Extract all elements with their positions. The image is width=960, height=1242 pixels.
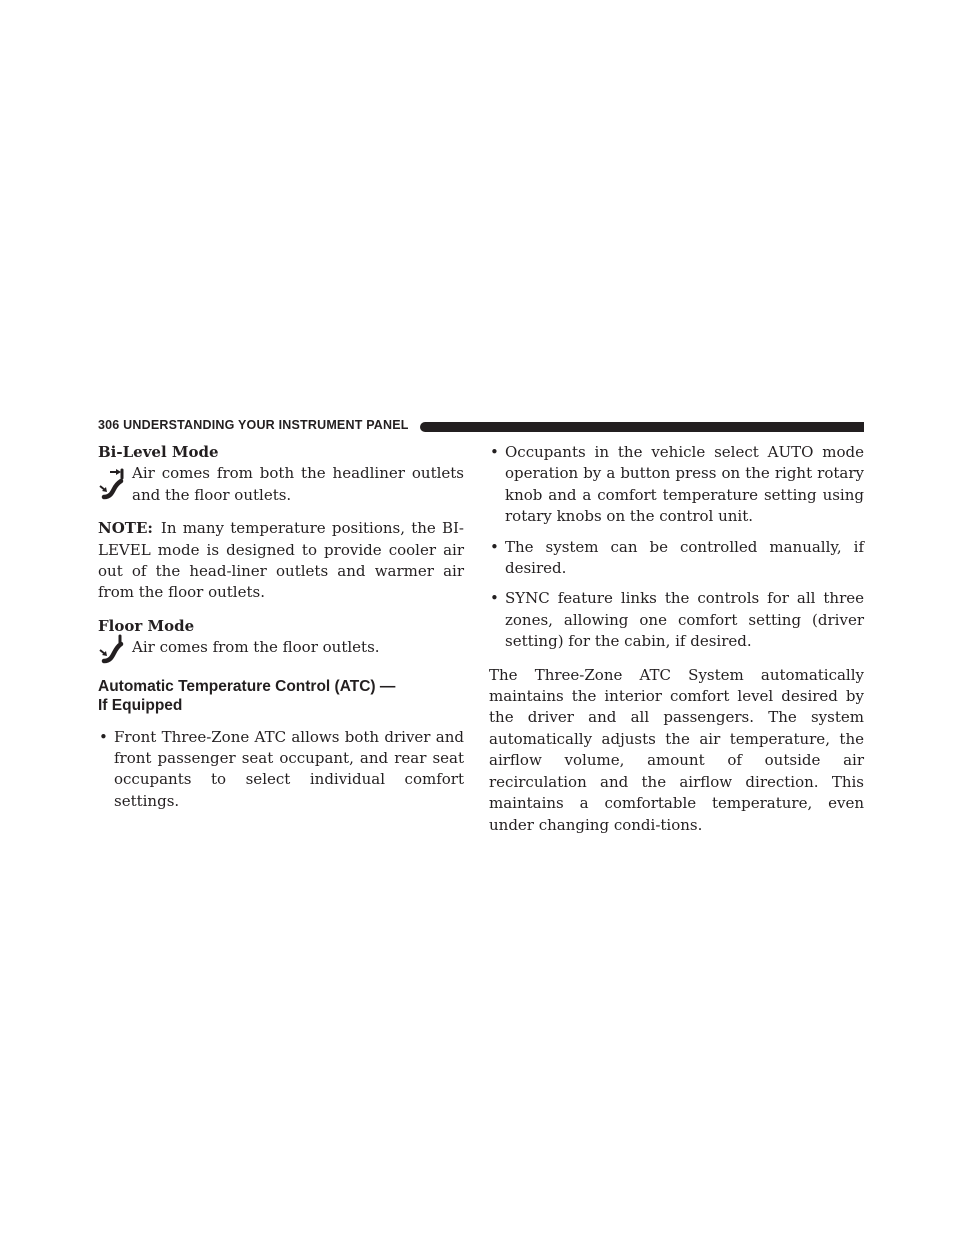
left-bullet-list (98, 727, 464, 813)
page-number: 306 (98, 418, 120, 432)
note-paragraph (98, 518, 464, 604)
floor-airflow-icon (98, 633, 126, 667)
page-header (98, 416, 864, 436)
atc-heading-line2: If Equipped (98, 696, 183, 714)
floor-heading: Floor Mode (98, 616, 195, 635)
list-item (489, 588, 864, 652)
note-label: NOTE: (98, 519, 153, 538)
right-column (489, 442, 864, 836)
atc-section-heading (98, 677, 464, 715)
left-column (98, 442, 464, 812)
note-text: In many temperature positions, the BI-LEVEL mode is designed to provide cooler air out of the head-liner outlets and warmer air from the floor outlets. (98, 519, 464, 602)
bullet-glyph: • (490, 537, 499, 556)
list-item (489, 442, 864, 528)
list-item (98, 727, 464, 813)
bilevel-heading: Bi-Level Mode (98, 443, 219, 461)
atc-heading-line1: Automatic Temperature Control (ATC) — (98, 677, 396, 695)
list-item-text: Occupants in the vehicle select AUTO mode operation by a button press on the right rotary knob and a comfort temperature setting using rotary knobs on the control unit. (505, 443, 864, 526)
bullet-glyph: • (490, 443, 499, 461)
atc-description-paragraph: The Three-Zone ATC System automatically maintains the interior comfort level desired by the driver and all passengers. The system automatically adjusts the air temperature, the airflow volume, amount of outside air recirculation and the airflow direction. This maintains a comfortable temperature, even under changing condi-tions. (489, 665, 864, 834)
floor-row (98, 637, 464, 658)
header-rule (420, 422, 864, 432)
bullet-glyph: • (490, 589, 499, 608)
page-header-label (98, 418, 409, 432)
list-item-text: Front Three-Zone ATC allows both driver and front passenger seat occupant, and rear seat occupants to select individual comfort settings. (114, 727, 464, 810)
list-item-text: The system can be controlled manually, if desired. (505, 537, 864, 578)
bilevel-row (98, 463, 464, 506)
section-title: UNDERSTANDING YOUR INSTRUMENT PANEL (123, 418, 409, 432)
bi-level-airflow-icon (98, 467, 126, 501)
right-bullet-list (489, 442, 864, 653)
floor-text: Air comes from the floor outlets. (132, 638, 380, 657)
list-item-text: SYNC feature links the controls for all three zones, allowing one comfort setting (driver setting) for the cabin, if desired. (505, 589, 864, 651)
list-item (489, 537, 864, 580)
bilevel-text: Air comes from both the headliner outlets and the floor outlets. (132, 464, 464, 504)
bullet-glyph: • (99, 727, 108, 746)
